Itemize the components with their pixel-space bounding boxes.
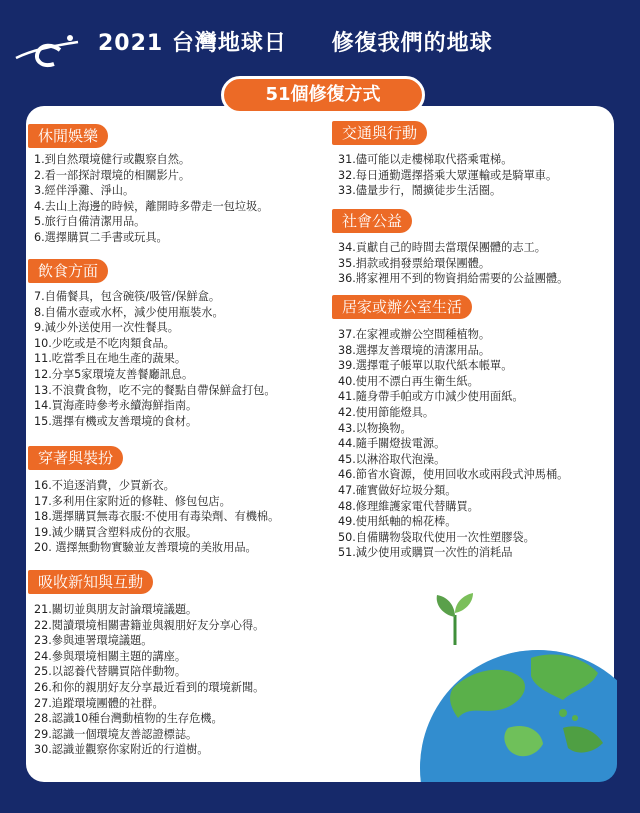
list-item: 41.隨身帶手帕或方巾減少使用面紙。 (338, 390, 524, 404)
list-item: 1.到自然環境健行或觀察自然。 (34, 153, 191, 166)
list-item: 45.以淋浴取代泡澡。 (338, 452, 446, 466)
section-title-learning: 吸收新知與互動 (28, 570, 153, 594)
list-item: 6.選擇購買二手書或玩具。 (34, 230, 168, 244)
section-title-home: 居家或辦公室生活 (332, 295, 472, 319)
globe-icon (413, 618, 617, 782)
list-item: 33.儘量步行，鬧擴徒步生活圈。 (338, 184, 502, 198)
list-leisure (34, 152, 268, 246)
list-item: 12.分享5家環境友善餐廳訊息。 (34, 367, 194, 381)
list-clothing (34, 478, 279, 556)
list-item: 51.減少使用或購買一次性的消耗品 (338, 546, 513, 560)
list-item: 47.確實做好垃圾分類。 (338, 483, 457, 497)
list-item: 49.使用紙軸的棉花棒。 (338, 515, 457, 529)
title-part2: 修復我們的地球 (331, 31, 493, 56)
subtitle-badge: 51個修復方式 (221, 76, 425, 114)
list-learning (34, 602, 264, 758)
list-item: 48.修理維護家電代替購買。 (338, 499, 479, 513)
list-item: 4.去山上海邊的時候，離開時多帶走一包垃圾。 (34, 199, 269, 213)
list-item: 7.自備餐具，包含碗筷/吸管/保鮮盒。 (34, 290, 221, 303)
section-title-clothing: 穿著與裝扮 (28, 446, 123, 470)
section-title-food: 飲食方面 (28, 259, 108, 283)
list-item: 25.以認養代替購買陪伴動物。 (34, 665, 187, 679)
list-item: 24.參與環境相關主題的講座。 (34, 649, 187, 663)
list-item: 14.買海產時參考永續海鮮指南。 (34, 399, 198, 413)
list-item: 16.不追逐消費，少買新衣。 (34, 479, 175, 492)
list-item: 10.少吃或是不吃肉類食品。 (34, 336, 175, 350)
list-item: 3.經伴淨灘、淨山。 (34, 184, 135, 198)
list-food (34, 289, 276, 429)
list-transport (338, 152, 557, 199)
list-item: 43.以物換物。 (338, 421, 412, 435)
list-item: 40.使用不漂白再生衛生紙。 (338, 374, 479, 388)
list-item: 30.認識並觀察你家附近的行道樹。 (34, 743, 209, 757)
list-item: 37.在家裡或辦公空間種植物。 (338, 328, 491, 341)
section-title-leisure: 休閒娛樂 (28, 124, 108, 148)
list-item: 35.捐款或捐發票給環保團體。 (338, 256, 491, 270)
list-item: 28.認識10種台灣動植物的生存危機。 (34, 712, 223, 726)
earth-day-logo-icon (12, 28, 82, 72)
list-item: 50.自備購物袋取代使用一次性塑膠袋。 (338, 530, 535, 544)
list-item: 8.自備水壺或水杯，減少使用瓶裝水。 (34, 305, 224, 319)
list-item: 11.吃當季且在地生產的蔬果。 (34, 352, 187, 366)
list-item: 15.選擇有機或友善環境的食材。 (34, 414, 198, 428)
list-public (338, 240, 568, 287)
page-title (98, 26, 493, 57)
list-item: 38.選擇友善環境的清潔用品。 (338, 343, 491, 357)
list-item: 46.節省水資源，使用回收水或兩段式沖馬桶。 (338, 468, 569, 482)
list-item: 29.認識一個環境友善認證標誌。 (34, 727, 198, 741)
list-item: 32.每日通勤選擇搭乘大眾運輸或是騎單車。 (338, 168, 558, 182)
list-item: 42.使用節能燈具。 (338, 405, 435, 419)
list-item: 2.看一部探討環境的相關影片。 (34, 168, 191, 182)
list-item: 36.將家裡用不到的物資捐給需要的公益團體。 (338, 272, 569, 286)
list-item: 17.多利用住家附近的修鞋、修包包店。 (34, 494, 231, 508)
list-item: 26.和你的親朋好友分享最近看到的環境新聞。 (34, 680, 265, 694)
list-item: 13.不浪費食物，吃不完的餐點自帶保鮮盒打包。 (34, 383, 276, 397)
list-item: 31.儘可能以走樓梯取代搭乘電梯。 (338, 153, 513, 166)
list-item: 34.貢獻自己的時間去當環保團體的志工。 (338, 241, 546, 254)
list-item: 21.關切並與朋友討論環境議題。 (34, 603, 198, 616)
list-item: 23.參與連署環境議題。 (34, 634, 153, 648)
list-item: 39.選擇電子帳單以取代紙本帳單。 (338, 359, 513, 373)
list-item: 27.追蹤環境團體的社群。 (34, 696, 164, 710)
list-item: 44.隨手關燈拔電源。 (338, 437, 446, 451)
list-item: 5.旅行自備清潔用品。 (34, 215, 146, 229)
section-title-public: 社會公益 (332, 209, 412, 233)
title-part1: 2021 台灣地球日 (98, 31, 287, 56)
list-item: 9.減少外送使用一次性餐具。 (34, 321, 179, 335)
list-home (338, 327, 568, 561)
list-item: 22.閱讀環境相關書籍並與親朋好友分享心得。 (34, 618, 265, 632)
section-title-transport: 交通與行動 (332, 121, 427, 145)
list-item: 18.選擇購買無毒衣服:不使用有毒染劑、有機棉。 (34, 510, 280, 524)
list-item: 19.減少購買含塑料成份的衣服。 (34, 525, 198, 539)
list-item: 20. 選擇無動物實驗並友善環境的美妝用品。 (34, 541, 257, 555)
